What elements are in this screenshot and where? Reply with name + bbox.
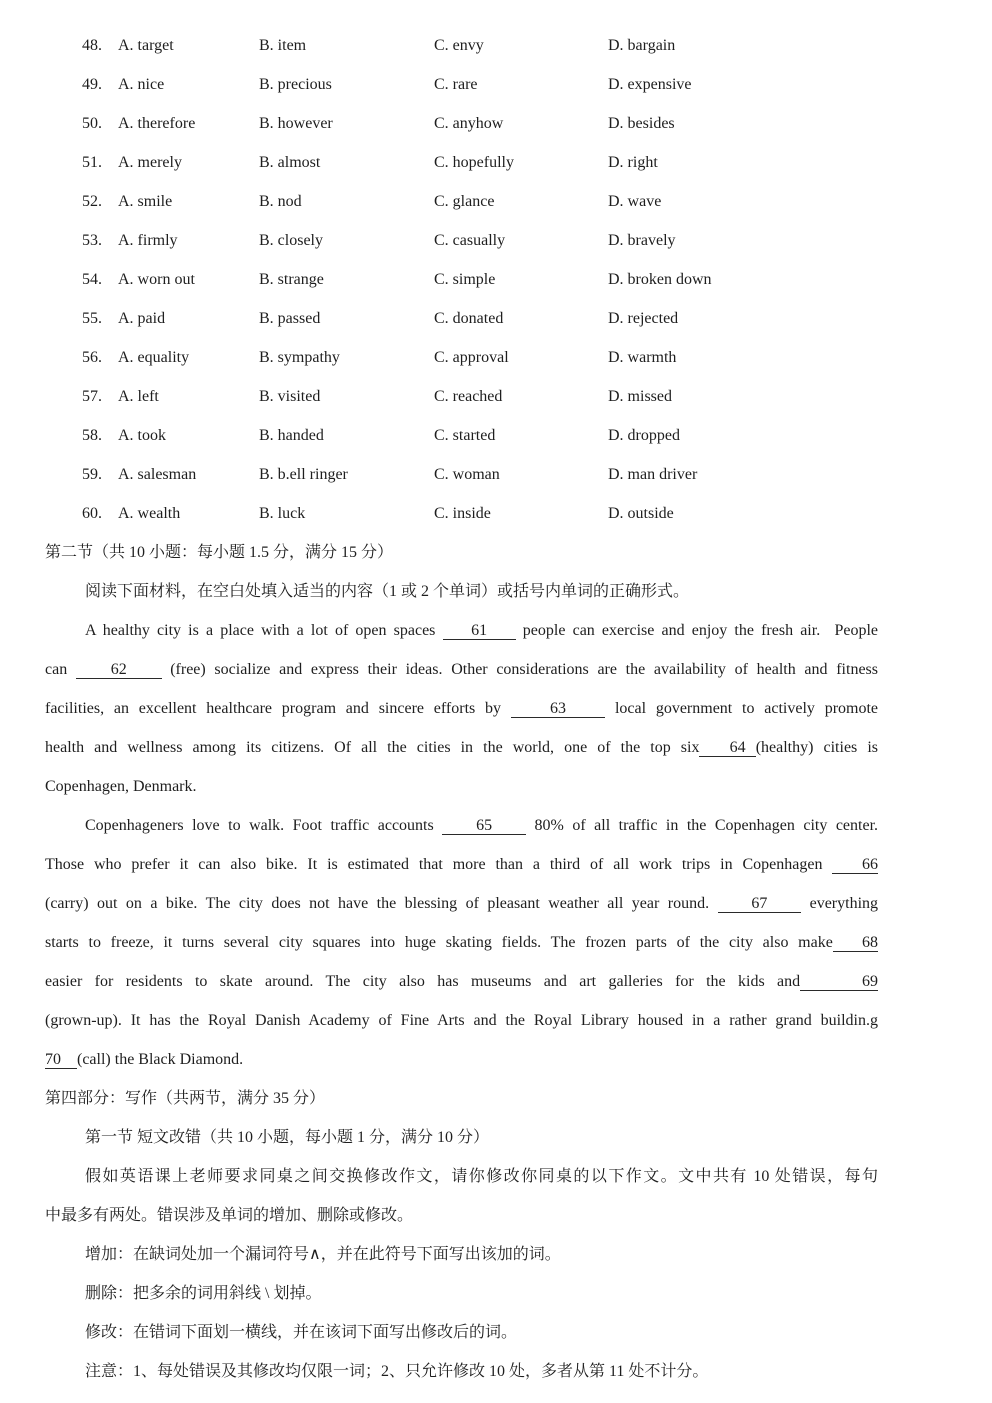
cloze-text-segment: Copenhageners love to walk. Foot traffic accounts xyxy=(85,817,443,834)
option-c: C. casually xyxy=(434,232,506,249)
cloze-blank-68: 68 xyxy=(832,934,878,951)
cloze-text-segment: (healthy) cities is xyxy=(755,739,878,756)
option-c: C. donated xyxy=(434,310,504,327)
cloze-text-segment: health and wellness among its citizens. Of all the cities in the world, one of the top six xyxy=(45,739,700,756)
option-d: D. missed xyxy=(608,388,672,405)
option-d: D. right xyxy=(608,154,658,171)
option-d: D. outside xyxy=(608,505,674,522)
option-d: D. bargain xyxy=(608,37,676,54)
option-row xyxy=(45,299,878,338)
cloze-text-segment: A healthy city is a place with a lot of open spaces xyxy=(85,622,443,639)
cloze-text-segment: everything xyxy=(801,895,878,912)
option-b: B. precious xyxy=(259,76,332,93)
cloze-line xyxy=(45,689,878,728)
option-number: 50. xyxy=(82,115,102,132)
option-a: A. target xyxy=(118,37,174,54)
part4-title: 第四部分：写作（共两节，满分 35 分） xyxy=(45,1090,326,1107)
cloze-blank-64: 64 xyxy=(699,739,756,756)
option-number: 56. xyxy=(82,349,102,366)
option-a: A. took xyxy=(118,427,166,444)
option-d: D. warmth xyxy=(608,349,677,366)
cloze-line xyxy=(45,1040,878,1079)
cloze-text-segment: facilities, an excellent healthcare program and sincere efforts by xyxy=(45,700,511,717)
option-a: A. wealth xyxy=(118,505,181,522)
cloze-text-segment: (call) the Black Diamond. xyxy=(77,1051,244,1068)
option-c: C. reached xyxy=(434,388,503,405)
option-a: A. worn out xyxy=(118,271,195,288)
cloze-line xyxy=(45,884,878,923)
option-number: 49. xyxy=(82,76,102,93)
option-number: 57. xyxy=(82,388,102,405)
option-a: A. nice xyxy=(118,76,165,93)
cloze-passage xyxy=(45,611,878,1079)
option-d: D. wave xyxy=(608,193,662,210)
option-c: C. inside xyxy=(434,505,491,522)
cloze-text-segment: 80% of all traffic in the Copenhagen city center. xyxy=(526,817,878,834)
option-b: B. sympathy xyxy=(259,349,340,366)
part4-rule-add: 增加：在缺词处加一个漏词符号∧，并在此符号下面写出该加的词。 xyxy=(85,1246,561,1263)
option-row xyxy=(45,455,878,494)
cloze-blank-67: 67 xyxy=(717,895,802,912)
cloze-blank-65: 65 xyxy=(442,817,527,834)
option-number: 48. xyxy=(82,37,102,54)
option-b: B. handed xyxy=(259,427,324,444)
option-number: 53. xyxy=(82,232,102,249)
option-b: B. however xyxy=(259,115,333,132)
part4-section-title: 第一节 短文改错（共 10 小题，每小题 1 分，满分 10 分） xyxy=(85,1129,490,1146)
cloze-text-segment: starts to freeze, it turns several city squares into huge skating fields. The frozen parts of the city also make xyxy=(45,934,833,951)
option-row xyxy=(45,104,878,143)
option-c: C. simple xyxy=(434,271,496,288)
option-a: A. salesman xyxy=(118,466,197,483)
option-number: 58. xyxy=(82,427,102,444)
option-a: A. paid xyxy=(118,310,166,327)
option-a: A. merely xyxy=(118,154,182,171)
cloze-text-segment: people can exercise and enjoy the fresh air. People xyxy=(515,622,878,639)
part4-note: 注意：1、每处错误及其修改均仅限一词；2、只允许修改 10 处，多者从第 11 处不计分。 xyxy=(85,1363,709,1380)
option-b: B. nod xyxy=(259,193,302,210)
option-b: B. b.ell ringer xyxy=(259,466,348,483)
option-b: B. item xyxy=(259,37,307,54)
cloze-line xyxy=(45,650,878,689)
cloze-text-segment: local government to actively promote xyxy=(605,700,878,717)
cloze-text-segment: Those who prefer it can also bike. It is estimated that more than a third of all work trips in Copenhagen xyxy=(45,856,833,873)
option-d: D. expensive xyxy=(608,76,692,93)
option-d: D. rejected xyxy=(608,310,679,327)
option-c: C. approval xyxy=(434,349,509,366)
option-number: 55. xyxy=(82,310,102,327)
cloze-line xyxy=(45,923,878,962)
part4-instruction-line2: 中最多有两处。错误涉及单词的增加、删除或修改。 xyxy=(45,1207,414,1224)
section2-header: 第二节（共 10 小题：每小题 1.5 分，满分 15 分） xyxy=(45,544,394,561)
cloze-text-segment: (free) socialize and express their ideas. Other considerations are the availability of health and fitness xyxy=(161,661,878,678)
cloze-line xyxy=(45,1001,878,1040)
option-b: B. luck xyxy=(259,505,306,522)
option-row xyxy=(45,494,878,533)
option-c: C. rare xyxy=(434,76,478,93)
option-row xyxy=(45,26,878,65)
option-number: 59. xyxy=(82,466,102,483)
option-a: A. firmly xyxy=(118,232,178,249)
option-b: B. visited xyxy=(259,388,321,405)
cloze-line xyxy=(45,728,878,767)
option-row xyxy=(45,182,878,221)
option-row xyxy=(45,221,878,260)
part4-rule-delete: 删除：把多余的词用斜线 \ 划掉。 xyxy=(85,1285,322,1302)
option-d: D. besides xyxy=(608,115,675,132)
option-row xyxy=(45,65,878,104)
options-table xyxy=(45,26,878,533)
cloze-text-segment: (grown-up). It has the Royal Danish Academy of Fine Arts and the Royal Library housed in a rather grand buildin.g xyxy=(45,1012,878,1029)
cloze-text-segment: (carry) out on a bike. The city does not have the blessing of pleasant weather all year round. xyxy=(45,895,718,912)
option-a: A. left xyxy=(118,388,159,405)
cloze-blank-63: 63 xyxy=(510,700,606,717)
option-a: A. equality xyxy=(118,349,190,366)
option-row xyxy=(45,416,878,455)
option-c: C. hopefully xyxy=(434,154,514,171)
cloze-blank-70: 70 xyxy=(45,1051,77,1068)
cloze-text-segment: can xyxy=(45,661,76,678)
option-d: D. dropped xyxy=(608,427,680,444)
option-c: C. glance xyxy=(434,193,495,210)
cloze-blank-62: 62 xyxy=(75,661,162,678)
option-c: C. woman xyxy=(434,466,500,483)
cloze-line xyxy=(45,845,878,884)
option-a: A. therefore xyxy=(118,115,196,132)
option-c: C. started xyxy=(434,427,496,444)
cloze-line xyxy=(45,611,878,650)
cloze-line xyxy=(45,962,878,1001)
option-number: 54. xyxy=(82,271,102,288)
cloze-line xyxy=(45,806,878,845)
section2-instruction: 阅读下面材料，在空白处填入适当的内容（1 或 2 个单词）或括号内单词的正确形式。 xyxy=(85,583,690,600)
option-number: 52. xyxy=(82,193,102,210)
option-number: 51. xyxy=(82,154,102,171)
part4-rule-modify: 修改：在错词下面划一横线，并在该词下面写出修改后的词。 xyxy=(85,1324,518,1341)
cloze-line xyxy=(45,767,878,806)
cloze-blank-61: 61 xyxy=(442,622,516,639)
option-row xyxy=(45,377,878,416)
option-d: D. broken down xyxy=(608,271,712,288)
part4-instruction-line1: 假如英语课上老师要求同桌之间交换修改作文，请你修改你同桌的以下作文。文中共有 10 处错误，每句 xyxy=(85,1168,878,1185)
option-row xyxy=(45,260,878,299)
cloze-text-segment: Copenhagen, Denmark. xyxy=(45,778,197,795)
option-b: B. almost xyxy=(259,154,321,171)
cloze-blank-69: 69 xyxy=(800,973,878,990)
option-a: A. smile xyxy=(118,193,173,210)
option-d: D. bravely xyxy=(608,232,676,249)
cloze-blank-66: 66 xyxy=(832,856,878,873)
option-c: C. envy xyxy=(434,37,484,54)
cloze-text-segment: easier for residents to skate around. The city also has museums and art galleries for the kids and xyxy=(45,973,801,990)
option-b: B. passed xyxy=(259,310,321,327)
option-row xyxy=(45,338,878,377)
option-b: B. strange xyxy=(259,271,324,288)
exam-page xyxy=(45,26,878,1391)
option-row xyxy=(45,143,878,182)
option-b: B. closely xyxy=(259,232,323,249)
option-c: C. anyhow xyxy=(434,115,504,132)
option-d: D. man driver xyxy=(608,466,698,483)
option-number: 60. xyxy=(82,505,102,522)
